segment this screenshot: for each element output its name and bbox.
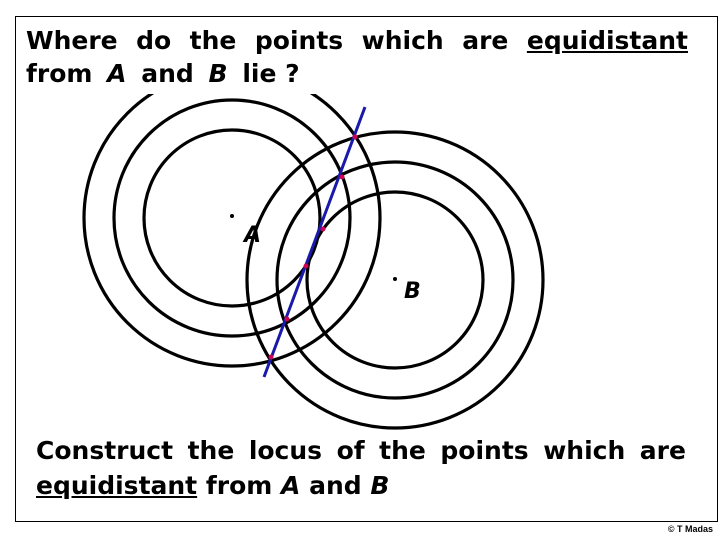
instruction-word: locus xyxy=(248,436,323,465)
instruction-word: from xyxy=(205,471,273,500)
instruction-word: the xyxy=(187,436,235,465)
perpendicular-bisector xyxy=(264,107,365,377)
intersection-dot xyxy=(285,317,290,322)
intersection-dot xyxy=(321,227,326,232)
instruction-word: of xyxy=(336,436,365,465)
question-point-b: B xyxy=(208,59,228,88)
instruction-word-underlined: equidistant xyxy=(36,471,198,500)
intersection-dot xyxy=(340,175,345,180)
intersection-dot xyxy=(353,135,358,140)
point-b-label: B xyxy=(404,279,421,304)
question-word: and xyxy=(141,59,194,88)
arc-group xyxy=(84,70,543,428)
question-word: from xyxy=(26,59,93,88)
question-word: lie ? xyxy=(242,59,300,88)
question-word: which xyxy=(361,26,444,55)
instruction-word: Construct xyxy=(36,436,174,465)
question-word: the xyxy=(189,26,237,55)
instruction-word: points xyxy=(440,436,529,465)
question-word: points xyxy=(254,26,344,55)
instruction-point-b: B xyxy=(370,471,390,500)
question-word-underlined: equidistant xyxy=(526,26,688,55)
instruction-text xyxy=(36,433,686,503)
point-b-marker xyxy=(393,277,397,281)
point-a-label: A xyxy=(244,223,262,248)
question-word: do xyxy=(136,26,172,55)
intersection-dot xyxy=(269,355,274,360)
question-word: are xyxy=(462,26,509,55)
instruction-line-1 xyxy=(36,433,686,468)
question-point-a: A xyxy=(107,59,127,88)
instruction-word: which xyxy=(543,436,626,465)
instruction-word: are xyxy=(639,436,686,465)
point-a-marker xyxy=(230,214,234,218)
intersection-dot xyxy=(304,264,309,269)
instruction-word: the xyxy=(379,436,426,465)
copyright-credit: © T Madas xyxy=(667,524,713,534)
instruction-point-a: A xyxy=(281,471,301,500)
instruction-line-2 xyxy=(36,468,686,503)
instruction-word: and xyxy=(309,471,362,500)
question-word: Where xyxy=(26,26,118,55)
